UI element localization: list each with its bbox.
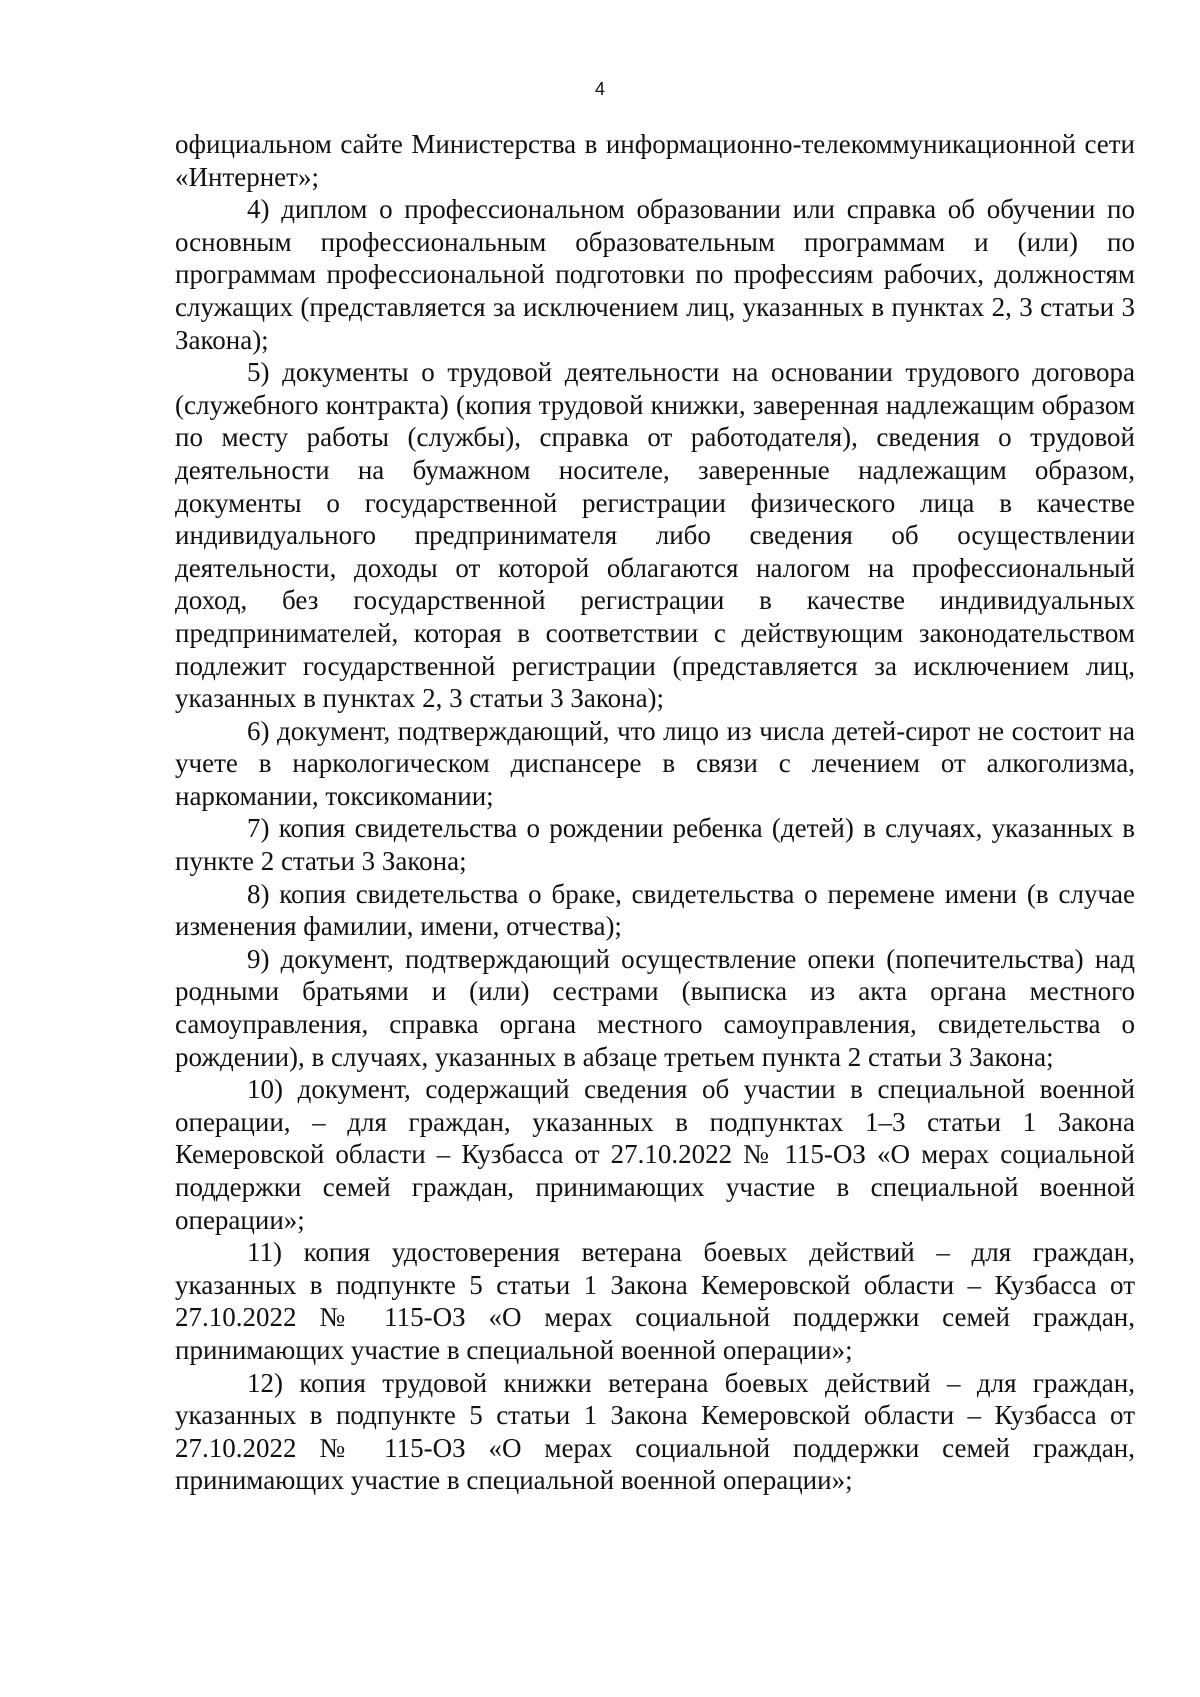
list-item-12: 12) копия трудовой книжки ветерана боевых действий – для граждан, указанных в подпункте 5 статьи 1 Закона Кемеровской области – Кузбасса от 27.10.2022 № 115-ОЗ «О мерах социальной поддержки семей граждан, принимающих участие в специальной военной операции»;: [175, 1367, 1135, 1496]
list-item-4: 4) диплом о профессиональном образовании или справка об обучении по основным профессиональным образовательным программам и (или) по программам профессиональной подготовки по профессиям рабочих, должностям служащих (представляется за исключением лиц, указанных в пунктах 2, 3 статьи 3 Закона);: [175, 194, 1135, 355]
paragraph-continuation: официальном сайте Министерства в информационно-телекоммуникационной сети «Интернет»;: [175, 129, 1135, 192]
list-item-7: 7) копия свидетельства о рождении ребенка (детей) в случаях, указанных в пункте 2 статьи 3 Закона;: [175, 813, 1135, 877]
list-item-9: 9) документ, подтверждающий осуществление опеки (попечительства) над родными братьями и (или) сестрами (выписка из акта органа местного самоуправления, справка органа местного самоуправления, свидетельства о рождении), в случаях, указанных в абзаце третьем пункта 2 статьи 3 Закона;: [175, 943, 1135, 1072]
list-item-5: 5) документы о трудовой деятельности на основании трудового договора (служебного контракта) (копия трудовой книжки, заверенная надлежащим образом по месту работы (службы), справка от работодателя), сведения о трудовой деятельности на бумажном носителе, заверенные надлежащим образом, документы о государственной регистрации физического лица в качестве индивидуального предпринимателя либо сведения об осуществлении деятельности, доходы от которой облагаются налогом на профессиональный доход, без государственной регистрации в качестве индивидуальных предпринимателей, которая в соответствии с действующим законодательством подлежит государственной регистрации (представляется за исключением лиц, указанных в пунктах 2, 3 статьи 3 Закона);: [175, 357, 1135, 714]
page-number: 4: [594, 79, 605, 99]
list-item-6: 6) документ, подтверждающий, что лицо из числа детей-сирот не состоит на учете в наркологическом диспансере в связи с лечением от алкоголизма, наркомании, токсикомании;: [175, 715, 1135, 811]
list-item-10: 10) документ, содержащий сведения об участии в специальной военной операции, – для граждан, указанных в подпунктах 1–3 статьи 1 Закона Кемеровской области – Кузбасса от 27.10.2022 № 115-ОЗ «О мерах социальной поддержки семей граждан, принимающих участие в специальной военной операции»;: [175, 1074, 1135, 1235]
document-body: [175, 128, 1135, 1497]
list-item-11: 11) копия удостоверения ветерана боевых действий – для граждан, указанных в подпункте 5 статьи 1 Закона Кемеровской области – Кузбасса от 27.10.2022 № 115-ОЗ «О мерах социальной поддержки семей граждан, принимающих участие в специальной военной операции»;: [175, 1237, 1135, 1365]
list-item-8: 8) копия свидетельства о браке, свидетельства о перемене имени (в случае изменения фамилии, имени, отчества);: [175, 878, 1135, 942]
